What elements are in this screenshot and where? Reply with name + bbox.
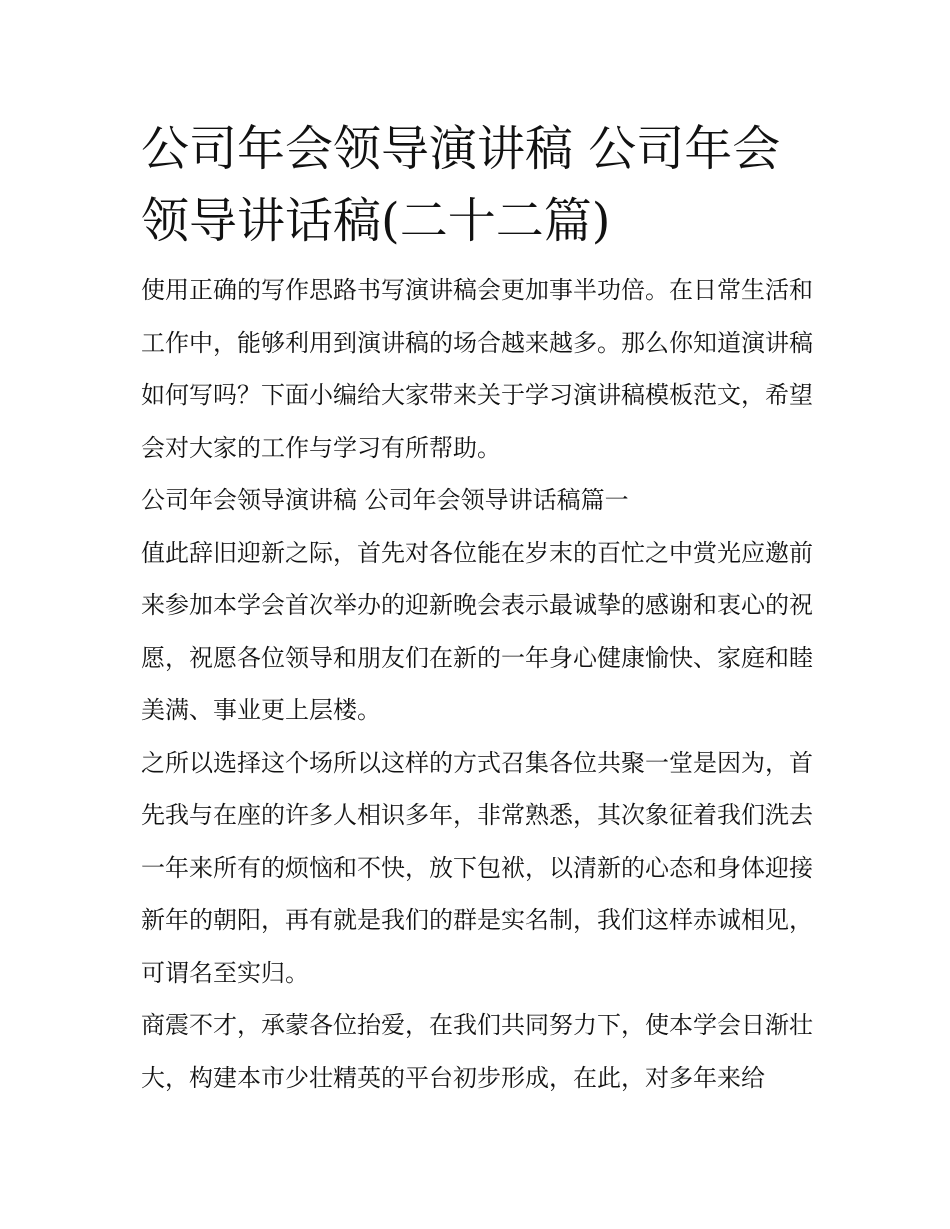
body-paragraph: 之所以选择这个场所以这样的方式召集各位共聚一堂是因为，首先我与在座的许多人相识多年，非常熟悉，其次象征着我们洗去一年来所有的烦恼和不快，放下包袱，以清新的心态和身体迎接新年的朝阳，再有就是我们的群是实名制，我们这样赤诚相见，可谓名至实归。	[141, 748, 813, 987]
document-title: 公司年会领导演讲稿 公司年会领导讲话稿(二十二篇)	[141, 121, 781, 249]
section-heading: 公司年会领导演讲稿 公司年会领导讲话稿篇一	[141, 486, 629, 514]
document-body	[141, 113, 813, 1104]
intro-paragraph: 使用正确的写作思路书写演讲稿会更加事半功倍。在日常生活和工作中，能够利用到演讲稿的场合越来越多。那么你知道演讲稿如何写吗？下面小编给大家带来关于学习演讲稿模板范文，希望会对大家的工作与学习有所帮助。	[141, 276, 813, 462]
body-paragraph: 值此辞旧迎新之际，首先对各位能在岁末的百忙之中赏光应邀前来参加本学会首次举办的迎新晚会表示最诚挚的感谢和衷心的祝愿，祝愿各位领导和朋友们在新的一年身心健康愉快、家庭和睦美满、事业更上层楼。	[141, 538, 813, 724]
body-paragraph: 商震不才，承蒙各位抬爱，在我们共同努力下，使本学会日渐壮大，构建本市少壮精英的平台初步形成，在此，对多年来给	[141, 1011, 813, 1092]
